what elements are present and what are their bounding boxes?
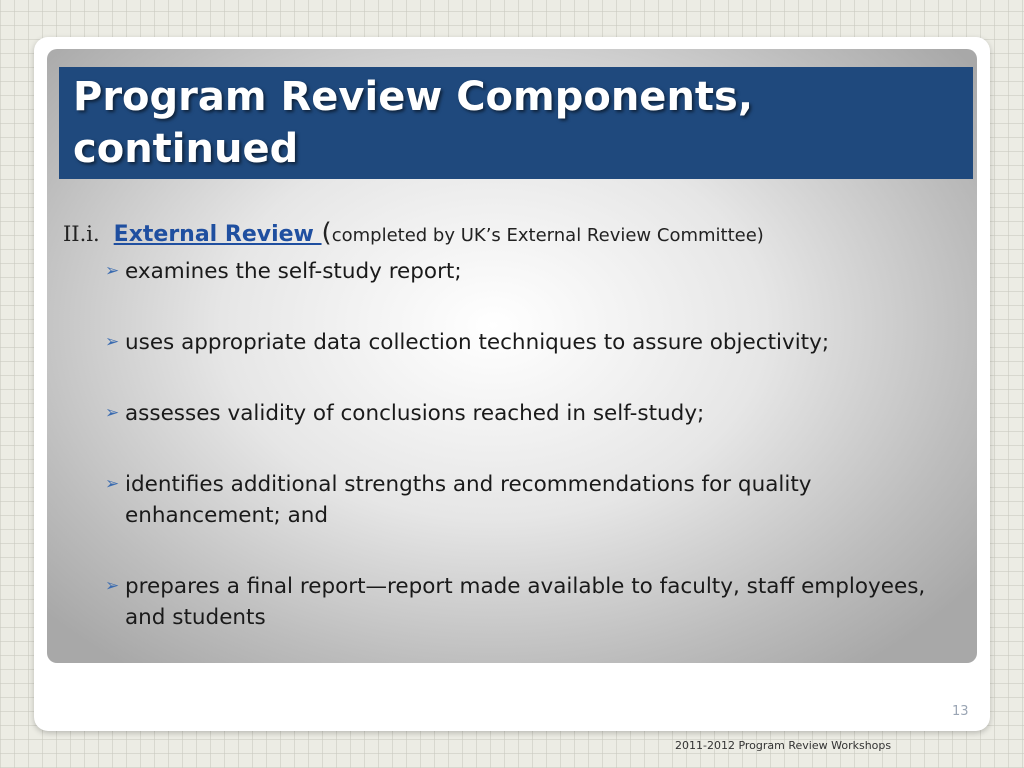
bullet-text: examines the self-study report;: [125, 259, 462, 284]
slide-number: 13: [952, 704, 969, 719]
section-note: completed by UK’s External Review Committee): [331, 225, 764, 246]
bullet-text: assesses validity of conclusions reached in self-study;: [125, 401, 705, 426]
arrow-bullet-icon: ➢: [105, 332, 120, 352]
bullet-list: [104, 256, 964, 673]
title-bar: [59, 67, 973, 179]
list-item: [104, 398, 964, 429]
open-paren: (: [321, 218, 332, 248]
arrow-bullet-icon: ➢: [105, 403, 120, 423]
arrow-bullet-icon: ➢: [105, 474, 120, 494]
arrow-bullet-icon: ➢: [105, 576, 120, 596]
list-item: [104, 327, 964, 358]
section-heading: [63, 218, 764, 248]
list-item: [104, 469, 964, 531]
arrow-bullet-icon: ➢: [105, 261, 120, 281]
slide-title: Program Review Components, continued: [73, 74, 754, 172]
bullet-text: prepares a final report—report made available to faculty, staff employees, and students: [125, 574, 926, 630]
list-item: [104, 256, 964, 287]
external-review-link[interactable]: External Review: [113, 222, 322, 247]
bullet-text: identifies additional strengths and recommendations for quality enhancement; and: [125, 472, 812, 528]
section-number: II.i.: [63, 222, 100, 246]
footer-text: 2011-2012 Program Review Workshops: [675, 739, 892, 752]
list-item: [104, 571, 964, 633]
bullet-text: uses appropriate data collection techniques to assure objectivity;: [125, 330, 830, 355]
